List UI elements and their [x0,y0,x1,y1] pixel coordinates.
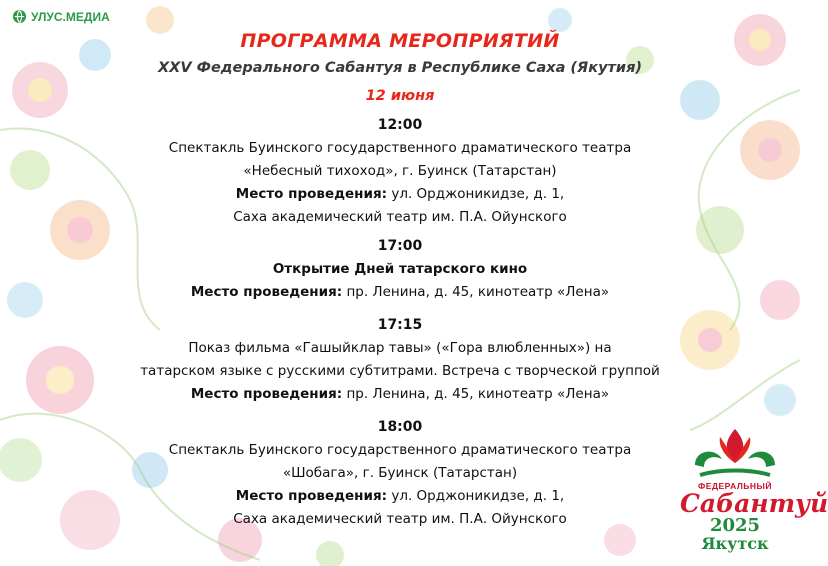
event-venue [0,383,800,406]
venue-address: ул. Орджоникидзе, д. 1, [387,488,565,504]
event-venue [0,281,800,304]
brand-name: УЛУС.МЕДИА [31,9,110,24]
event-venue-name: Саха академический театр им. П.А. Ойунского [233,511,567,527]
event-time: 18:00 [377,419,423,435]
event-venue-name: Саха академический театр им. П.А. Ойунского [233,209,567,225]
event-block-1 [0,114,800,229]
tulip-emblem-icon [690,425,780,483]
venue-label: Место проведения: [235,488,388,504]
event-description: Спектакль Буинского государственного драматического театра [168,140,632,156]
logo-city: Якутск [701,534,769,553]
event-description: татарском языке с русскими субтитрами. Встреча с творческой группой [140,363,660,379]
event-time: 17:00 [377,238,423,254]
sabantuy-logo [680,425,828,555]
event-description: Спектакль Буинского государственного драматического театра [168,442,632,458]
logo-caption: ФЕДЕРАЛЬНЫЙ [698,481,772,491]
venue-label: Место проведения: [190,284,343,300]
brand-badge [8,8,114,25]
venue-address: ул. Орджоникидзе, д. 1, [387,186,565,202]
event-block-2 [0,235,800,304]
page-subtitle: XXV Федерального Сабантуя в Республике Саха (Якутия) [157,60,643,76]
logo-word: Сабантуй [680,489,828,518]
event-time: 17:15 [377,317,423,333]
venue-address: пр. Ленина, д. 45, кинотеатр «Лена» [342,386,610,402]
event-description: «Небесный тихоход», г. Буинск (Татарстан) [243,163,557,179]
logo-year: 2025 [709,515,761,536]
event-description: «Шобага», г. Буинск (Татарстан) [282,465,518,481]
event-description: Открытие Дней татарского кино [272,261,528,277]
event-venue [0,183,800,206]
event-description: Показ фильма «Гашыйклар тавы» («Гора влюбленных») на [188,340,612,356]
venue-label: Место проведения: [235,186,388,202]
event-block-3 [0,314,800,406]
event-date: 12 июня [365,88,435,104]
venue-label: Место проведения: [190,386,343,402]
page-title: ПРОГРАММА МЕРОПРИЯТИЙ [240,30,560,52]
brand-globe-icon [12,9,27,24]
venue-address: пр. Ленина, д. 45, кинотеатр «Лена» [342,284,610,300]
event-time: 12:00 [377,117,423,133]
